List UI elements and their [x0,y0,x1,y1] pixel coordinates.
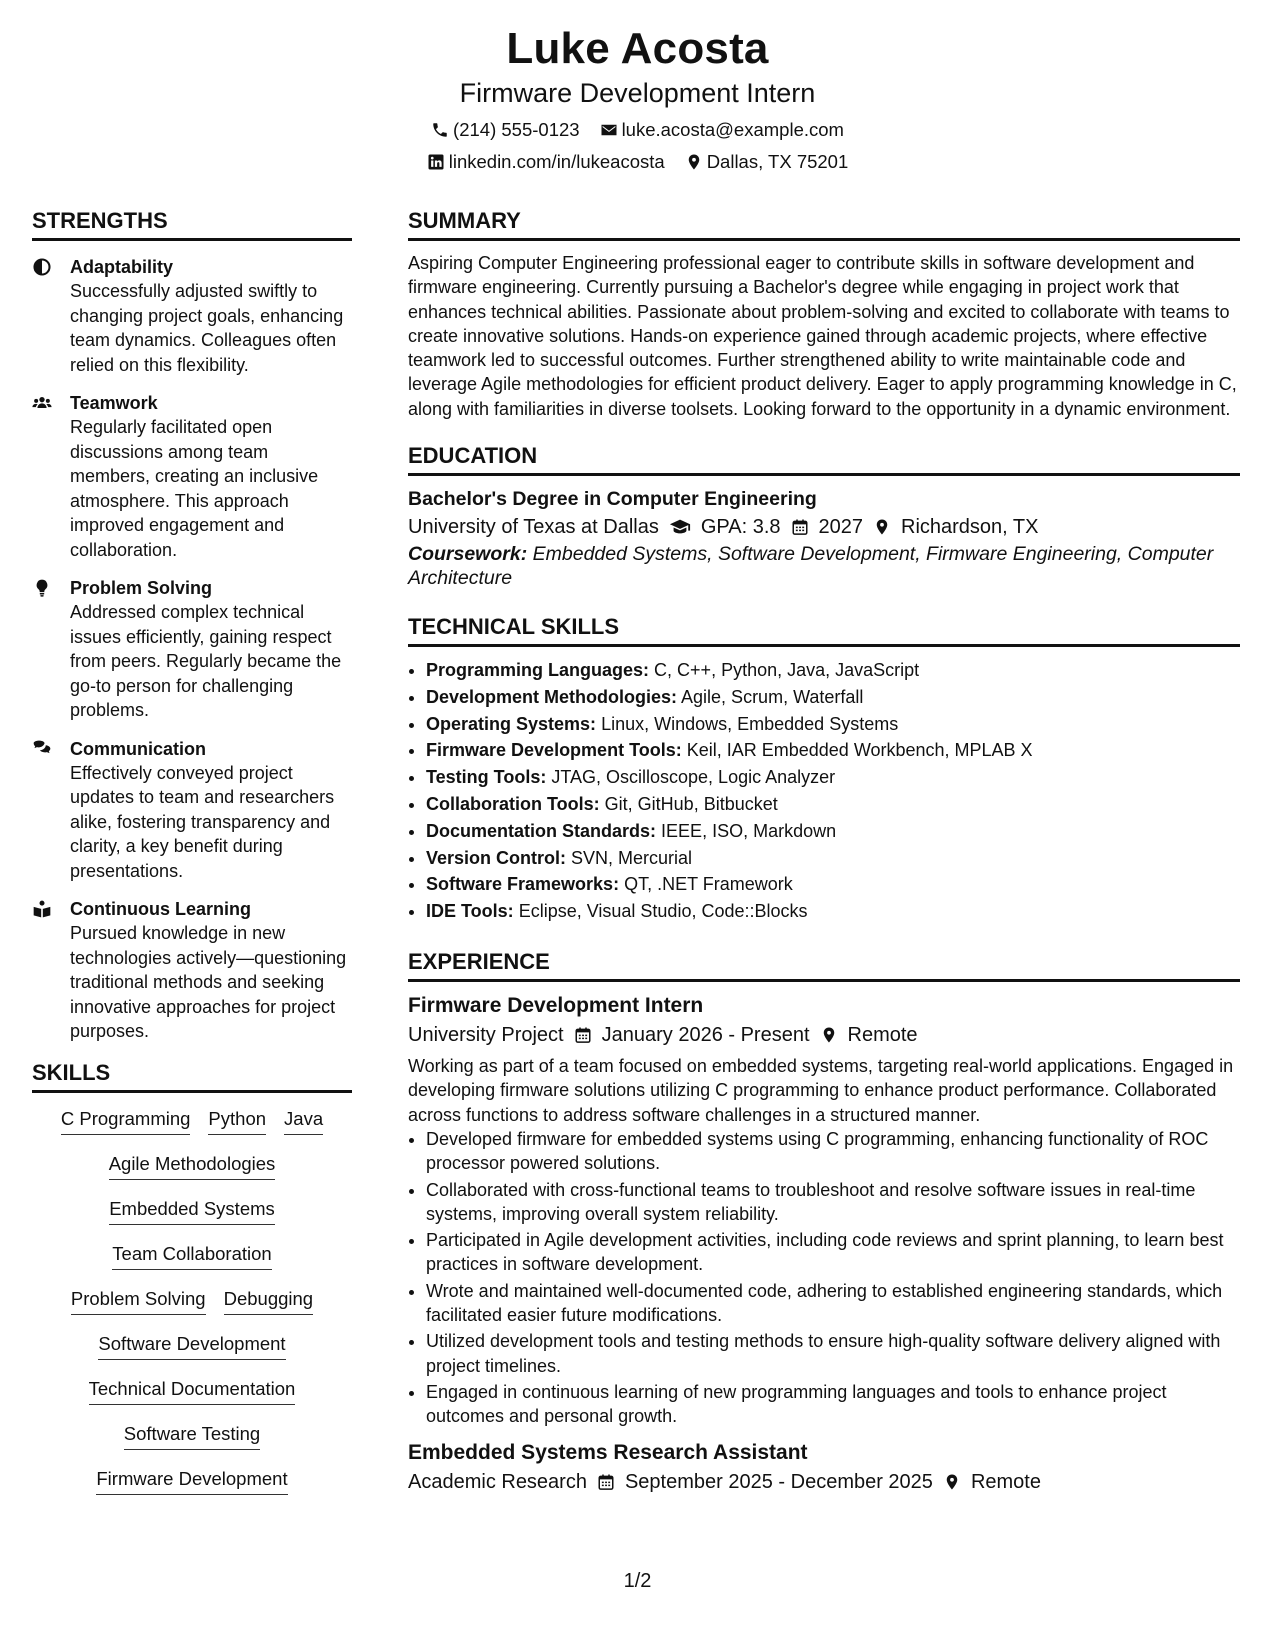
phone-text: (214) 555-0123 [453,119,580,140]
education-meta [408,512,1240,542]
job-bullet: • Collaborated with cross-functional teams to troubleshoot and resolve software issues in real-time systems, improving overall system reliability. [426,1178,1240,1227]
skill-tag: Team Collaboration [112,1242,271,1270]
tech-skill-item [426,764,1240,791]
tech-skill-value: SVN, Mercurial [571,847,693,868]
degree-title: Bachelor's Degree in Computer Engineering [408,488,817,511]
envelope-icon [600,121,618,139]
strength-title: Continuous Learning [70,899,251,919]
coursework-label: Coursework: [408,543,528,566]
tech-skill-item [426,818,1240,845]
school-name: University of Texas at Dallas [408,516,659,539]
linkedin-icon [427,153,445,171]
job-meta [408,1467,1240,1497]
tech-skill-item [426,845,1240,872]
tech-skill-value: Agile, Scrum, Waterfall [681,686,864,707]
strength-title: Teamwork [70,393,158,413]
strength-title: Problem Solving [70,578,213,598]
strength-desc: Regularly facilitated open discussions among team members, creating an inclusive atmosphere. This approach improved engagement and collaboration. [70,417,319,560]
technical-skills-list [408,657,1240,925]
book-reader-icon [32,899,52,919]
job-bullet: • Developed firmware for embedded systems using C programming, enhancing functionality of ROC processor powered solutions. [426,1127,1240,1176]
linkedin-contact[interactable] [427,150,665,174]
lightbulb-icon [32,578,52,598]
school-location: Richardson, TX [901,516,1039,539]
skills-heading: SKILLS [32,1058,352,1093]
strength-title: Adaptability [70,257,174,277]
skill-tag: Embedded Systems [109,1197,275,1225]
tech-skill-label: Software Frameworks: [426,874,620,895]
location-text: Dallas, TX 75201 [706,151,849,172]
job-bullets [408,1127,1240,1429]
job-meta [408,1020,1240,1050]
tech-skill-value: QT, .NET Framework [624,874,793,895]
tech-skill-item [426,791,1240,818]
tech-skill-label: Firmware Development Tools: [426,740,682,761]
calendar-icon [574,1026,592,1044]
technical-skills-heading: TECHNICAL SKILLS [408,612,1240,647]
skill-tag: Java [284,1107,323,1135]
page-number: 1/2 [623,1570,652,1592]
job-bullet: • Utilized development tools and testing methods to ensure high-quality software delivery aligned with project timelines. [426,1329,1240,1378]
strength-desc: Effectively conveyed project updates to team and researchers alike, fostering transparency and clarity, a key benefit during presentations. [70,762,335,881]
job-location: Remote [847,1024,918,1047]
strength-item [32,391,352,562]
tech-skill-label: Documentation Standards: [426,820,657,841]
job-bullet: • Participated in Agile development activities, including code reviews and sprint planning, to learn best practices in software development. [426,1228,1240,1277]
strength-item [32,576,352,723]
summary-text: Aspiring Computer Engineering professional eager to contribute skills in software development and firmware engineering. Currently pursuing a Bachelor's degree while engaging in project work that enhances technical abilities. Passionate about problem-solving and excited to collaborate with teams to create innovative solutions. Hands-on experience gained through academic projects, where effective teamwork led to successful outcomes. Further strengthened ability to write maintainable code and leverage Agile methodologies for efficient product delivery. Eager to apply programming knowledge in C, along with familiarities in diverse toolsets. Looking forward to the opportunity in a dynamic environment. [408,253,1237,419]
right-column [408,206,1240,1497]
map-marker-icon [685,153,703,171]
phone-icon [431,121,449,139]
tech-skill-value: IEEE, ISO, Markdown [661,820,837,841]
experience-heading: EXPERIENCE [408,947,1240,982]
tech-skill-item [426,871,1240,898]
strength-title: Communication [70,738,207,759]
strength-item [32,255,352,377]
resume-header [0,22,1275,174]
tech-skill-label: Collaboration Tools: [426,794,600,815]
strength-item [32,897,352,1044]
tech-skill-item [426,684,1240,711]
job-dates: September 2025 - December 2025 [624,1470,933,1493]
tech-skill-value: Keil, IAR Embedded Workbench, MPLAB X [686,740,1033,761]
phone-contact [431,118,580,142]
tech-skill-item [426,711,1240,738]
contact-row-2 [0,150,1275,174]
skill-tag: Firmware Development [96,1467,287,1495]
location-contact [685,150,849,174]
coursework [408,542,1240,590]
candidate-title: Firmware Development Intern [459,78,816,108]
calendar-icon [597,1473,615,1491]
tech-skill-value: JTAG, Oscilloscope, Logic Analyzer [551,767,836,788]
job-org: Academic Research [408,1470,587,1493]
tech-skill-value: C, C++, Python, Java, JavaScript [654,660,920,681]
tech-skill-value: Git, GitHub, Bitbucket [604,794,778,815]
email-text[interactable]: luke.acosta@example.com [621,119,844,140]
job-org: University Project [408,1024,564,1047]
skills-tags [32,1107,352,1512]
job-title: Firmware Development Intern [408,994,704,1018]
calendar-icon [791,518,809,536]
left-column [32,206,352,1512]
candidate-name: Luke Acosta [506,24,769,73]
job-title: Embedded Systems Research Assistant [408,1440,808,1464]
map-marker-icon [873,518,891,536]
skill-tag: Python [208,1107,266,1135]
job-bullet: • Engaged in continuous learning of new programming languages and tools to enhance project outcomes and personal growth. [426,1380,1240,1429]
users-icon [32,393,52,413]
email-contact[interactable] [600,118,844,142]
tech-skill-value: Eclipse, Visual Studio, Code::Blocks [518,901,808,922]
gpa-text: GPA: 3.8 [700,516,781,539]
tech-skill-item [426,737,1240,764]
half-circle-icon [32,257,52,277]
tech-skill-value: Linux, Windows, Embedded Systems [601,713,899,734]
skill-tag: Software Testing [124,1422,260,1450]
comments-icon [32,739,52,759]
education-heading: EDUCATION [408,441,1240,476]
skill-tag: Technical Documentation [89,1377,296,1405]
skill-tag: Debugging [224,1287,314,1315]
tech-skill-item [426,657,1240,684]
tech-skill-item [426,898,1240,925]
skill-tag: Problem Solving [71,1287,206,1315]
tech-skill-label: IDE Tools: [426,901,514,922]
tech-skill-label: Testing Tools: [426,767,547,788]
strength-desc: Successfully adjusted swiftly to changing project goals, enhancing team dynamics. Colleagues often relied on this flexibility. [70,281,344,375]
tech-skill-label: Operating Systems: [426,713,597,734]
skill-tag: Software Development [98,1332,285,1360]
strength-item [32,737,352,884]
job-location: Remote [970,1470,1041,1493]
job-dates: January 2026 - Present [601,1024,810,1047]
tech-skill-label: Programming Languages: [426,660,650,681]
summary-heading: SUMMARY [408,206,1240,241]
strengths-list [32,255,352,1044]
skill-tag: Agile Methodologies [109,1152,276,1180]
skill-tag: C Programming [61,1107,191,1135]
contact-row-1 [0,118,1275,142]
graduation-cap-icon [669,516,691,538]
job-description: Working as part of a team focused on embedded systems, targeting real-world applications. Engaged in developing firmware solutions utilizing C programming to enhance product performance. Collaborated across functions to address software challenges in a structured manner. [408,1056,1234,1125]
coursework-text: Embedded Systems, Software Development, Firmware Engineering, Computer Architecture [408,543,1214,590]
tech-skill-label: Development Methodologies: [426,686,678,707]
map-marker-icon [820,1026,838,1044]
map-marker-icon [943,1473,961,1491]
tech-skill-label: Version Control: [426,847,567,868]
job-bullet: • Wrote and maintained well-documented code, adhering to established engineering standards, which facilitated easier future modifications. [426,1279,1240,1328]
linkedin-text[interactable]: linkedin.com/in/lukeacosta [448,151,665,172]
strengths-heading: STRENGTHS [32,206,352,241]
strength-desc: Addressed complex technical issues efficiently, gaining respect from peers. Regularly became the go-to person for challenging problems. [70,602,342,720]
grad-year: 2027 [818,516,864,539]
strength-desc: Pursued knowledge in new technologies actively—questioning traditional methods and seeking innovative approaches for project purposes. [70,923,347,1041]
